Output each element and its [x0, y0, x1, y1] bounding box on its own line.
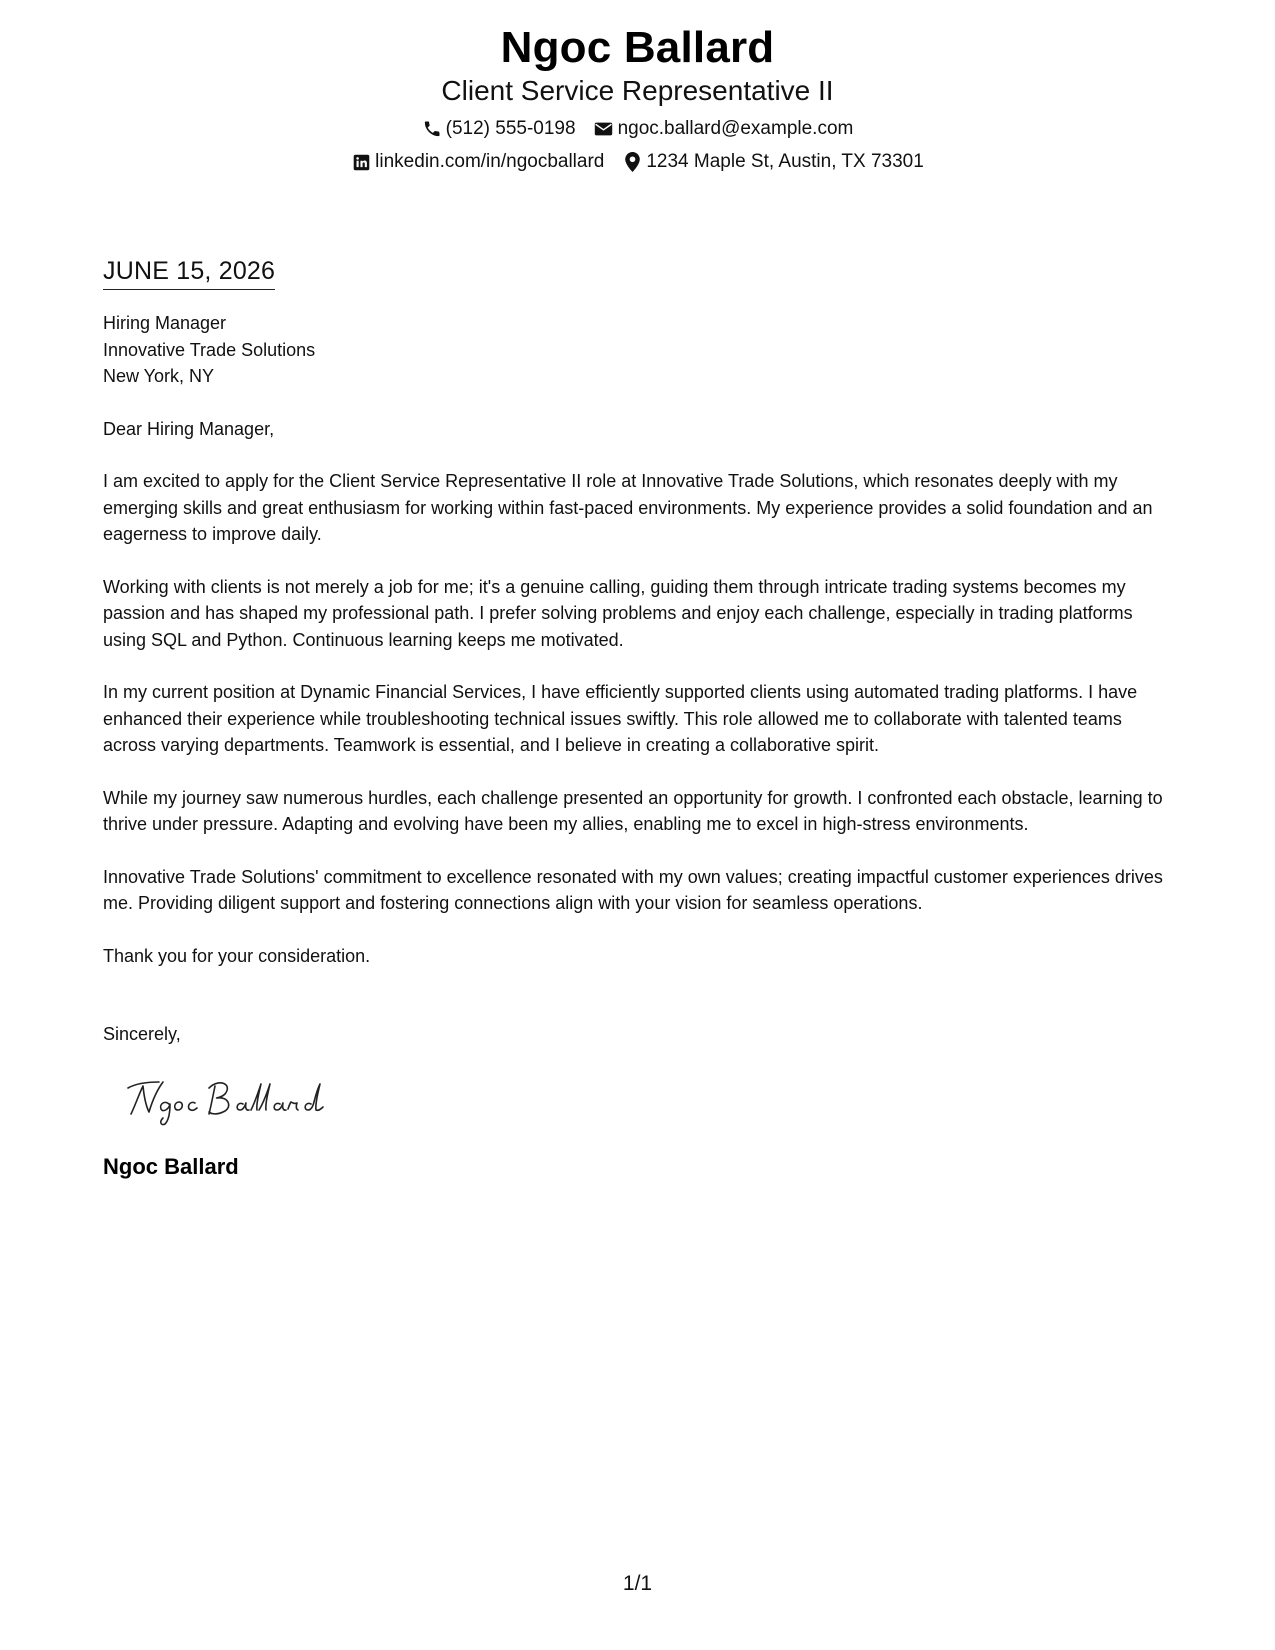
job-title: Client Service Representative II — [441, 75, 834, 106]
contact-linkedin — [351, 149, 604, 175]
page-indicator: 1/1 — [622, 1572, 653, 1595]
applicant-name: Ngoc Ballard — [500, 23, 775, 72]
body-paragraph: In my current position at Dynamic Financial Services, I have efficiently supported clients using automated trading platforms. I have enhanced their experience while troubleshooting technical issues swiftly. This role allowed me to collaborate with talented teams across varying departments. Teamwork is essential, and I believe in creating a collaborative spirit. — [103, 682, 1138, 755]
body-paragraph: I am excited to apply for the Client Service Representative II role at Innovative Trade Solutions, which resonates deeply with my emerging skills and great enthusiasm for working within fast-paced environments. My experience provides a solid foundation and an eagerness to improve daily. — [103, 471, 1153, 544]
closing-thanks: Thank you for your consideration. — [103, 945, 371, 966]
envelope-icon — [594, 119, 614, 139]
recipient-line: Innovative Trade Solutions — [103, 339, 316, 360]
contact-email — [594, 116, 854, 142]
linkedin-url: linkedin.com/in/ngocballard — [375, 151, 605, 172]
street-address: 1234 Maple St, Austin, TX 73301 — [646, 151, 924, 172]
recipient-line: Hiring Manager — [103, 313, 227, 333]
letter-date: JUNE 15, 2026 — [103, 255, 275, 290]
phone-number: (512) 555-0198 — [445, 118, 576, 139]
body-paragraph: Innovative Trade Solutions' commitment to excellence resonated with my own values; creating impactful customer experiences drives me. Providing diligent support and fostering connections align with your vision for seamless operations. — [103, 866, 1163, 913]
recipient-block — [103, 310, 1175, 390]
signed-name: Ngoc Ballard — [103, 1154, 239, 1179]
body-paragraph: Working with clients is not merely a job for me; it's a genuine calling, guiding them through intricate trading systems becomes my passion and has shaped my professional path. I prefer solving problems and enjoy each challenge, especially in trading platforms using SQL and Python. Continuous learning keeps me motivated. — [103, 576, 1133, 650]
sign-off: Sincerely, — [103, 1024, 181, 1044]
contact-row-primary — [0, 116, 1275, 142]
email-address: ngoc.ballard@example.com — [617, 118, 854, 139]
body-paragraph: While my journey saw numerous hurdles, each challenge presented an opportunity for growth. I confronted each obstacle, learning to thrive under pressure. Adapting and evolving have been my allies, enabling me to excel in high-stress environments. — [103, 787, 1163, 834]
contact-phone — [422, 116, 576, 142]
map-marker-icon — [622, 152, 642, 172]
letter-body — [103, 255, 1175, 1181]
salutation: Dear Hiring Manager, — [103, 418, 275, 439]
handwritten-signature — [125, 1076, 345, 1126]
phone-icon — [422, 119, 442, 139]
contact-address — [622, 149, 923, 175]
recipient-line: New York, NY — [103, 366, 215, 386]
linkedin-icon — [351, 152, 371, 172]
letter-header — [0, 22, 1275, 175]
contact-row-secondary — [0, 149, 1275, 175]
